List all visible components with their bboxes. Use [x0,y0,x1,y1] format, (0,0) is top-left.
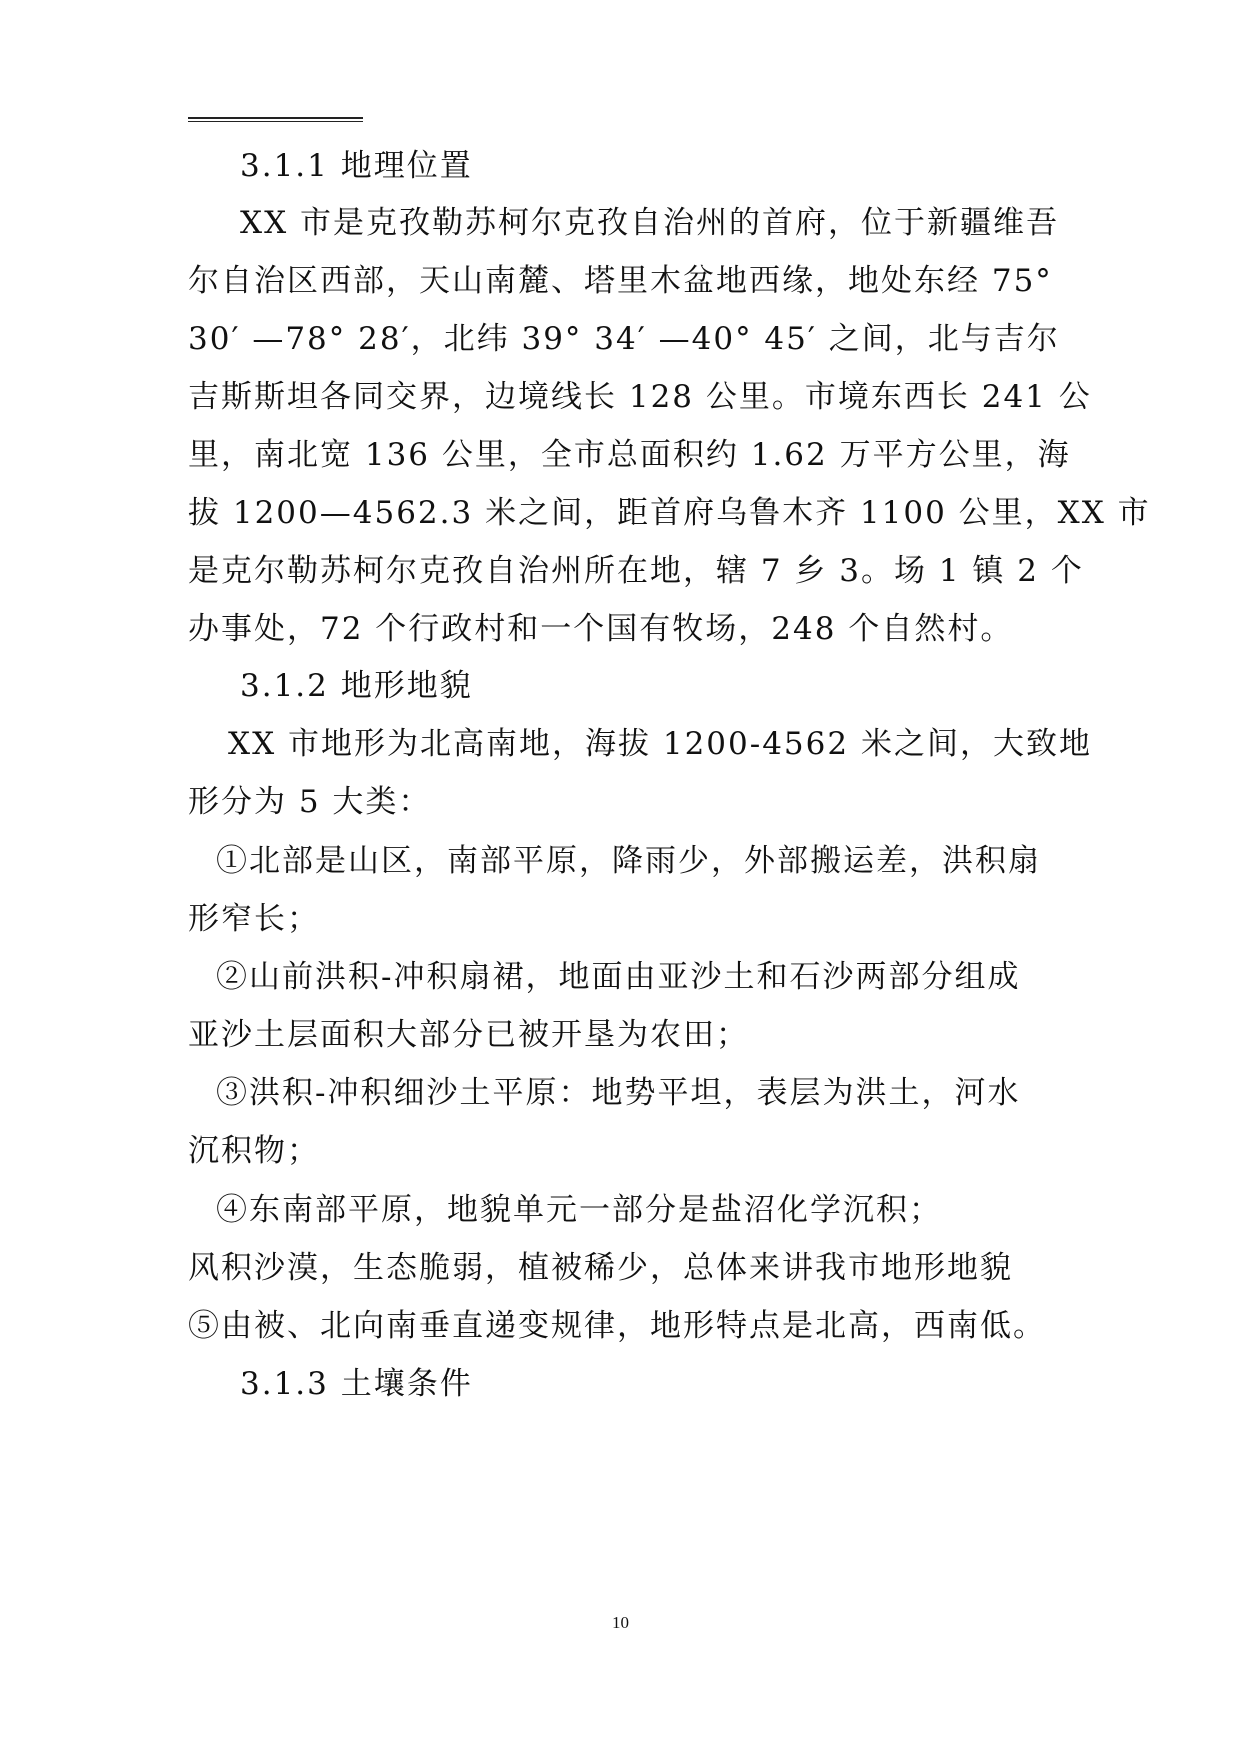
list-item-line: 沉积物； [188,1133,320,1169]
paragraph-line: 30′ —78° 28′，北纬 39° 34′ —40° 45′ 之间，北与吉尔 [188,321,1060,357]
page-number: 10 [612,1613,629,1632]
paragraph-line: 吉斯斯坦各同交界，边境线长 128 公里。市境东西长 241 公 [188,379,1092,415]
list-item-line: ⑤由被、北向南垂直递变规律，地形特点是北高，西南低。 [188,1308,1046,1344]
list-item-line: ②山前洪积-冲积扇裙，地面由亚沙土和石沙两部分组成 [216,959,1021,995]
heading-3-1-3: 3.1.3 土壤条件 [240,1366,473,1402]
paragraph-line: XX 市地形为北高南地，海拔 1200-4562 米之间，大致地 [228,726,1092,762]
header-rule [188,117,363,122]
list-item-line: ④东南部平原，地貌单元一部分是盐沼化学沉积； [216,1192,942,1228]
paragraph-line: 形分为 5 大类： [188,784,432,820]
list-item-line: 形窄长； [188,901,320,937]
paragraph-line: XX 市是克孜勒苏柯尔克孜自治州的首府，位于新疆维吾 [240,205,1059,241]
paragraph-line: 办事处，72 个行政村和一个国有牧场，248 个自然村。 [188,611,1014,647]
paragraph-line: 尔自治区西部，天山南麓、塔里木盆地西缘，地处东经 75° [188,263,1053,299]
heading-3-1-2: 3.1.2 地形地貌 [240,668,473,704]
list-item-line: 亚沙土层面积大部分已被开垦为农田； [188,1017,749,1053]
paragraph-line: 拔 1200—4562.3 米之间，距首府乌鲁木齐 1100 公里，XX 市 [188,495,1151,531]
list-item-line: ①北部是山区，南部平原，降雨少，外部搬运差，洪积扇 [216,843,1041,879]
paragraph-line: 是克尔勒苏柯尔克孜自治州所在地，辖 7 乡 3。场 1 镇 2 个 [188,553,1084,589]
paragraph-line: 里，南北宽 136 公里，全市总面积约 1.62 万平方公里，海 [188,437,1071,473]
heading-3-1-1: 3.1.1 地理位置 [240,148,473,184]
list-item-line: 风积沙漠，生态脆弱，植被稀少，总体来讲我市地形地貌 [188,1250,1013,1286]
list-item-line: ③洪积-冲积细沙土平原：地势平坦，表层为洪土，河水 [216,1075,1021,1111]
